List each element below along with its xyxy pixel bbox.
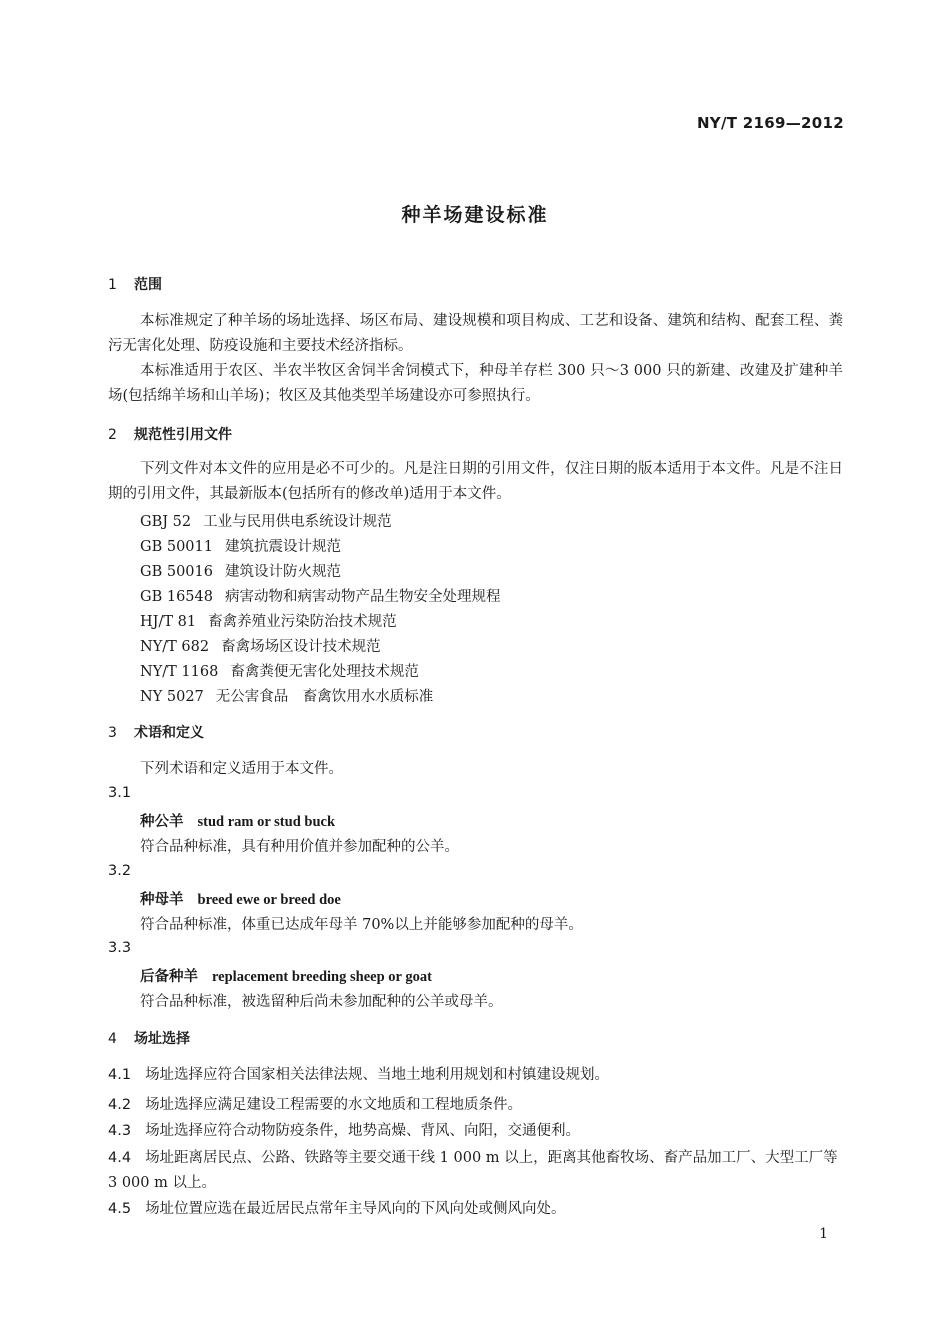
reference-item xyxy=(140,510,392,531)
reference-title: 建筑抗震设计规范 xyxy=(224,539,341,555)
section-title: 规范性引用文件 xyxy=(134,427,232,443)
section-number: 1 xyxy=(108,277,117,293)
reference-item xyxy=(140,560,341,581)
term-english: breed ewe or breed doe xyxy=(197,892,341,908)
clause-text: 场址位置应选在最近居民点常年主导风向的下风向处或侧风向处。 xyxy=(145,1201,566,1217)
reference-item xyxy=(140,685,433,706)
section-heading-terms xyxy=(108,722,204,742)
reference-item xyxy=(140,585,500,606)
term-chinese: 后备种羊 xyxy=(140,969,198,985)
clause-item xyxy=(108,1119,843,1144)
reference-code: HJ/T 81 xyxy=(140,614,197,630)
section-heading-normative-references xyxy=(108,424,232,444)
reference-code: NY/T 682 xyxy=(140,639,210,655)
clause-number: 4.2 xyxy=(108,1097,132,1113)
section-title: 术语和定义 xyxy=(134,725,204,741)
reference-item xyxy=(140,635,381,656)
section-title: 范围 xyxy=(134,277,162,293)
reference-code: GB 50011 xyxy=(140,539,213,555)
reference-title: 无公害食品 畜禽饮用水水质标准 xyxy=(215,689,434,705)
paragraph: 下列文件对本文件的应用是必不可少的。凡是注日期的引用文件，仅注日期的版本适用于本文件。凡是不注日期的引用文件，其最新版本(包括所有的修改单)适用于本文件。 xyxy=(108,461,843,502)
reference-code: NY/T 1168 xyxy=(140,664,219,680)
reference-title: 畜禽养殖业污染防治技术规范 xyxy=(208,614,397,630)
clause-number: 3.3 xyxy=(108,940,132,956)
reference-title: 工业与民用供电系统设计规范 xyxy=(203,514,392,530)
reference-code: GB 50016 xyxy=(140,564,213,580)
clause-item xyxy=(108,1197,843,1222)
standard-code: NY/T 2169—2012 xyxy=(696,114,844,132)
clause-item xyxy=(108,1146,843,1196)
term-definition: 符合品种标准，被选留种后尚未参加配种的公羊或母羊。 xyxy=(140,994,503,1010)
clause-number: 4.5 xyxy=(108,1201,132,1217)
clause-number: 4.1 xyxy=(108,1067,132,1083)
clause-number: 3.2 xyxy=(108,863,132,879)
term-chinese: 种公羊 xyxy=(140,814,184,830)
reference-title: 建筑设计防火规范 xyxy=(224,564,341,580)
term-definition: 符合品种标准，体重已达成年母羊 70%以上并能够参加配种的母羊。 xyxy=(140,917,583,933)
term-english: replacement breeding sheep or goat xyxy=(212,969,432,985)
reference-item xyxy=(140,610,397,631)
section-title: 场址选择 xyxy=(134,1031,190,1047)
section-number: 2 xyxy=(108,427,117,443)
reference-code: NY 5027 xyxy=(140,689,204,705)
paragraph: 本标准适用于农区、半农半牧区舍饲半舍饲模式下，种母羊存栏 300 只～3 000 只的新建、改建及扩建种羊场(包括绵羊场和山羊场)；牧区及其他类型羊场建设亦可参照执行。 xyxy=(108,363,843,404)
reference-title: 病害动物和病害动物产品生物安全处理规程 xyxy=(224,589,501,605)
reference-title: 畜禽粪便无害化处理技术规范 xyxy=(230,664,419,680)
clause-text: 场址距离居民点、公路、铁路等主要交通干线 1 000 m 以上，距离其他畜牧场、畜产品加工厂、大型工厂等 3 000 m 以上。 xyxy=(108,1150,838,1191)
term-english: stud ram or stud buck xyxy=(197,814,336,830)
paragraph: 本标准规定了种羊场的场址选择、场区布局、建设规模和项目构成、工艺和设备、建筑和结构、配套工程、粪污无害化处理、防疫设施和主要技术经济指标。 xyxy=(108,313,843,354)
section-number: 4 xyxy=(108,1031,117,1047)
term-entry xyxy=(140,888,341,909)
term-definition: 符合品种标准，具有种用价值并参加配种的公羊。 xyxy=(140,839,459,855)
paragraph: 下列术语和定义适用于本文件。 xyxy=(140,761,343,777)
clause-number: 3.1 xyxy=(108,785,132,801)
clause-text: 场址选择应符合动物防疫条件，地势高燥、背风、向阳，交通便利。 xyxy=(145,1123,581,1139)
reference-code: GBJ 52 xyxy=(140,514,192,530)
term-entry xyxy=(140,810,335,831)
clause-number: 4.4 xyxy=(108,1150,132,1166)
section-number: 3 xyxy=(108,725,117,741)
term-entry xyxy=(140,965,432,986)
term-chinese: 种母羊 xyxy=(140,892,184,908)
clause-text: 场址选择应符合国家相关法律法规、当地土地利用规划和村镇建设规划。 xyxy=(145,1067,610,1083)
clause-item xyxy=(108,1093,843,1118)
page-number: 1 xyxy=(819,1226,828,1242)
clause-number: 4.3 xyxy=(108,1123,132,1139)
reference-title: 畜禽场场区设计技术规范 xyxy=(221,639,381,655)
section-heading-site-selection xyxy=(108,1028,190,1048)
clause-item xyxy=(108,1063,843,1088)
reference-item xyxy=(140,535,341,556)
reference-code: GB 16548 xyxy=(140,589,213,605)
page-title: 种羊场建设标准 xyxy=(401,204,549,226)
section-heading-scope xyxy=(108,274,162,294)
reference-item xyxy=(140,660,419,681)
clause-text: 场址选择应满足建设工程需要的水文地质和工程地质条件。 xyxy=(145,1097,523,1113)
